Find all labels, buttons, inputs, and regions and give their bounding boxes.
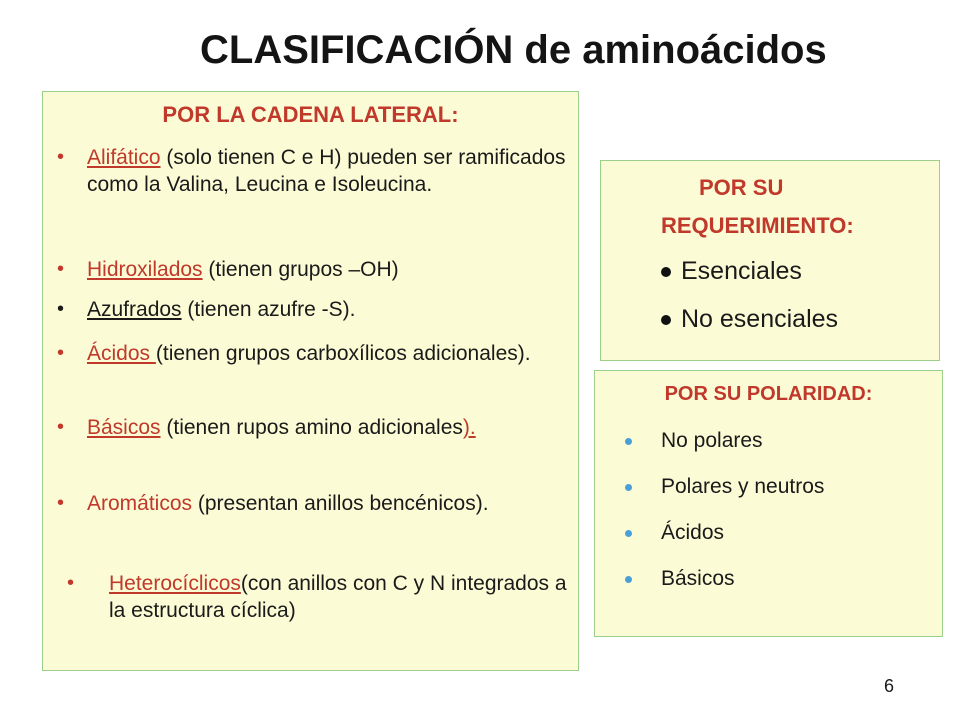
list-item [57,490,567,517]
lateral-chain-box [42,91,579,671]
list-item [661,429,763,453]
item-text: No esenciales [681,305,839,333]
bullet-icon: • [57,416,65,438]
polarity-header: POR SU POLARIDAD: [664,383,873,405]
item-text: (solo tienen C e H) pueden ser ramificados como la Valina, Leucina e Isoleucina. [87,146,566,196]
item-text: Básicos [661,567,735,590]
list-item [57,296,567,323]
item-text: (tienen grupos –OH) [202,258,399,281]
polarity-box [594,370,943,637]
list-item [67,570,569,624]
list-item [57,340,567,367]
item-text: (tienen azufre -S). [181,298,356,321]
bullet-icon: • [57,146,65,168]
item-text: (presentan anillos bencénicos). [192,492,489,515]
list-item [661,305,838,334]
list-item [661,521,724,545]
bullet-icon [661,267,671,277]
list-item [661,257,802,286]
item-tail: ). [462,416,476,439]
item-text: (tienen rupos amino adicionales [160,416,463,439]
bullet-icon [625,484,632,491]
bullet-icon: • [57,258,65,280]
list-item [57,144,567,198]
requirement-header-line1: POR SU [699,175,784,200]
lateral-chain-header: POR LA CADENA LATERAL: [162,102,459,127]
item-text: (tienen grupos carboxílicos adicionales). [155,342,531,365]
bullet-icon [625,438,632,445]
bullet-icon: • [57,492,65,514]
bullet-icon [625,530,632,537]
list-item [57,414,567,441]
page-title: CLASIFICACIÓN de aminoácidos [200,28,827,72]
list-item [57,256,567,283]
item-text: Polares y neutros [661,475,825,498]
item-term: Azufrados [87,298,182,321]
requirement-box [600,160,940,361]
item-term: Hidroxilados [87,258,203,281]
item-text: No polares [661,429,763,452]
item-term: Aromáticos [87,492,193,515]
page-number: 6 [884,676,895,696]
bullet-icon [625,576,632,583]
item-term: Básicos [87,416,161,439]
item-text: Ácidos [661,521,725,544]
requirement-header [661,169,854,245]
item-text: Esenciales [681,257,802,285]
bullet-icon: • [57,342,65,364]
list-item [661,567,735,591]
item-term: Heterocíclicos [109,572,241,595]
requirement-header-line2: REQUERIMIENTO: [661,213,854,238]
item-text: (con anillos con C y N integrados a la estructura cíclica) [109,572,567,622]
bullet-icon: • [67,572,75,594]
list-item [661,475,824,499]
item-term: Ácidos [87,342,156,365]
bullet-icon [661,315,671,325]
bullet-icon: • [57,298,65,320]
item-term: Alifático [87,146,161,169]
